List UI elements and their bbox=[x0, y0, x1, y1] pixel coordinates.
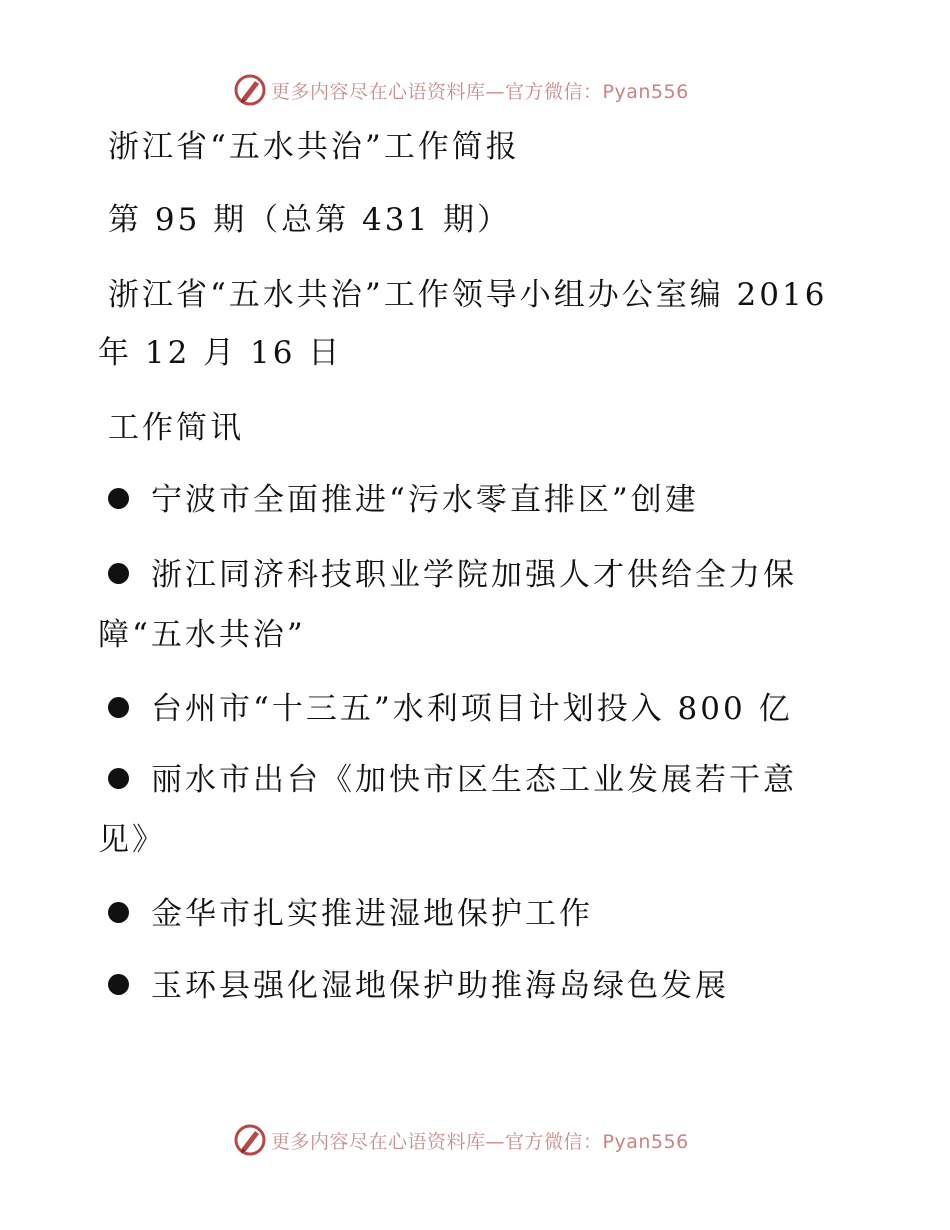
list-item: 宁波市全面推进“污水零直排区”创建 bbox=[108, 470, 828, 530]
list-item: 浙江同济科技职业学院加强人才供给全力保 障“五水共治” bbox=[98, 557, 797, 653]
footer-watermark bbox=[233, 1120, 733, 1160]
watermark-text: 更多内容尽在心语资料库—官方微信：Pyan556 bbox=[271, 80, 689, 103]
section-heading: 工作简讯 bbox=[108, 410, 244, 446]
list-item: 玉环县强化湿地保护助推海岛绿色发展 bbox=[108, 956, 828, 1016]
list-item: 台州市“十三五”水利项目计划投入 800 亿 bbox=[108, 679, 828, 739]
bullet-icon bbox=[108, 974, 129, 995]
list-item: 金华市扎实推进湿地保护工作 bbox=[108, 884, 828, 944]
document-title: 浙江省“五水共治”工作简报 bbox=[108, 129, 520, 165]
bullet-icon bbox=[108, 488, 129, 509]
bullet-icon bbox=[108, 902, 129, 923]
pen-logo-icon bbox=[233, 1123, 267, 1157]
list-item: 丽水市出台《加快市区生态工业发展若干意 见》 bbox=[98, 762, 797, 858]
issue-number: 第 95 期（总第 431 期） bbox=[108, 202, 512, 238]
editor-line: 浙江省“五水共治”工作领导小组办公室编 2016 bbox=[108, 277, 828, 313]
watermark-wechat-id: Pyan556 bbox=[602, 80, 689, 103]
watermark-wechat-id: Pyan556 bbox=[602, 1130, 689, 1153]
bullet-icon bbox=[108, 697, 129, 718]
header-watermark bbox=[233, 70, 733, 110]
pen-logo-icon bbox=[233, 73, 267, 107]
editor-date: 年 12 月 16 日 bbox=[98, 335, 343, 371]
bullet-icon bbox=[108, 563, 129, 584]
bullet-icon bbox=[108, 768, 129, 789]
watermark-text: 更多内容尽在心语资料库—官方微信：Pyan556 bbox=[271, 1130, 689, 1153]
